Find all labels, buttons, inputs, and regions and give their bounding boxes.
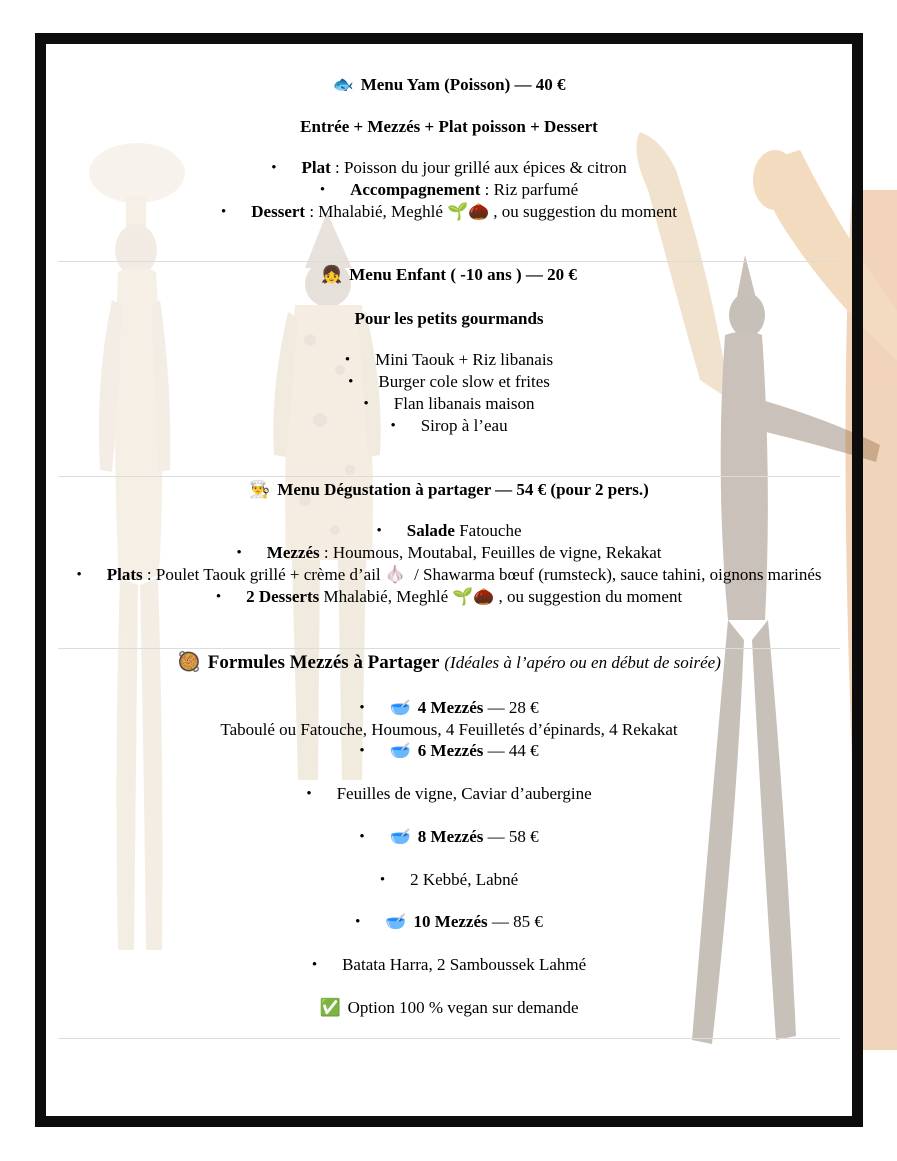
detail-text: Feuilles de vigne, Caviar d’aubergine: [336, 784, 592, 803]
bullet-icon: •: [311, 957, 318, 973]
menu-document: [46, 44, 852, 1039]
bullet-icon: •: [76, 567, 82, 583]
menu-item: [46, 586, 852, 608]
detail-text: Batata Harra, 2 Samboussek Lahmé: [342, 955, 587, 974]
dish-of-food-icon: 🥘: [177, 652, 201, 673]
bullet-icon: •: [271, 160, 277, 176]
bullet-icon: •: [359, 743, 365, 759]
item-label: 2 Desserts: [246, 587, 320, 606]
offer-price: — 44 €: [483, 741, 539, 760]
bullet-icon: •: [379, 872, 386, 888]
chef-icon: 👨‍🍳: [249, 480, 271, 499]
bullet-icon: •: [306, 786, 312, 802]
offer-price: — 58 €: [483, 827, 539, 846]
vegan-text: Option 100 % vegan sur demande: [347, 998, 579, 1017]
check-mark-icon: ✅: [319, 998, 341, 1017]
offer-line: [46, 740, 852, 762]
girl-icon: 👧: [321, 265, 343, 284]
item-label: Plats: [106, 565, 143, 584]
item-text: Mini Taouk + Riz libanais: [375, 350, 554, 369]
fish-icon: 🐟: [332, 75, 354, 94]
menu-item: [46, 157, 852, 179]
offer-detail: [46, 954, 852, 976]
seedling-chestnut-icons: 🌱🌰: [446, 202, 490, 221]
section-title-text: Menu Dégustation à partager — 54 € (pour 2 pers.): [277, 480, 649, 499]
offer-label: 10 Mezzés: [413, 912, 488, 931]
section-subtitle: [46, 116, 852, 137]
item-label: Accompagnement: [350, 180, 481, 199]
item-text: , ou suggestion du moment: [498, 587, 683, 606]
item-label: Dessert: [251, 202, 306, 221]
item-text: : Poulet Taouk grillé + crème d’ail: [142, 565, 381, 584]
item-text: Sirop à l’eau: [420, 416, 508, 435]
section-subtitle: [46, 308, 852, 329]
item-text: : Riz parfumé: [480, 180, 579, 199]
item-text: : Poisson du jour grillé aux épices & citron: [330, 158, 627, 177]
menu-item: [46, 393, 852, 415]
offer-line: [46, 911, 852, 933]
detail-text: Taboulé ou Fatouche, Houmous, 4 Feuilletés d’épinards, 4 Rekakat: [220, 720, 678, 739]
offer-line: [46, 826, 852, 848]
section-title-text: Formules Mezzés à Partager: [207, 652, 440, 673]
section-divider: [58, 1038, 840, 1039]
section-title: [46, 651, 852, 675]
section-title: [46, 74, 852, 95]
menu-item: [46, 371, 852, 393]
section-title-text: Menu Yam (Poisson) — 40 €: [360, 75, 566, 94]
bullet-icon: •: [348, 374, 354, 390]
section-formules-mezzes: [46, 651, 852, 1018]
offer-line: [46, 697, 852, 719]
section-subtitle-text: Entrée + Mezzés + Plat poisson + Dessert: [300, 117, 598, 136]
item-text: : Houmous, Moutabal, Feuilles de vigne, Rekakat: [319, 543, 662, 562]
section-menu-enfant: [46, 264, 852, 437]
item-text: : Mhalabié, Meghlé: [305, 202, 443, 221]
item-label: Mezzés: [266, 543, 320, 562]
offer-price: — 85 €: [487, 912, 543, 931]
menu-item: [46, 415, 852, 437]
bullet-icon: •: [236, 545, 242, 561]
offer-detail: [46, 869, 852, 891]
bowl-icon: 🥣: [389, 827, 411, 846]
bullet-icon: •: [359, 700, 365, 716]
item-text: / Shawarma bœuf (rumsteck), sauce tahini, oignons marinés: [409, 565, 822, 584]
item-text: , ou suggestion du moment: [493, 202, 677, 221]
bowl-icon: 🥣: [385, 912, 407, 931]
menu-item: [46, 520, 852, 542]
offer-detail: [46, 783, 852, 805]
item-label: Plat: [301, 158, 331, 177]
section-title-text: Menu Enfant ( -10 ans ) — 20 €: [349, 265, 577, 284]
section-subtitle-italic: (Idéales à l’apéro ou en début de soirée): [444, 653, 721, 672]
offer-label: 4 Mezzés: [417, 698, 484, 717]
offer-label: 6 Mezzés: [417, 741, 484, 760]
offer-label: 8 Mezzés: [417, 827, 484, 846]
offer-price: — 28 €: [483, 698, 539, 717]
bullet-icon: •: [390, 418, 396, 434]
menu-item: [46, 564, 852, 586]
item-text: Fatouche: [454, 521, 522, 540]
bullet-icon: •: [344, 352, 351, 368]
seedling-chestnut-icons: 🌱🌰: [452, 587, 495, 606]
detail-text: 2 Kebbé, Labné: [410, 870, 519, 889]
item-label: Salade: [406, 521, 455, 540]
bullet-icon: •: [359, 829, 365, 845]
menu-item: [46, 542, 852, 564]
section-menu-degustation: [46, 479, 852, 608]
bowl-icon: 🥣: [389, 698, 411, 717]
offer-detail: [46, 719, 852, 740]
bowl-icon: 🥣: [389, 741, 411, 760]
menu-item: [46, 179, 852, 201]
bullet-icon: •: [221, 204, 227, 220]
section-title: [46, 264, 852, 285]
bullet-icon: •: [319, 182, 326, 198]
section-title: [46, 479, 852, 500]
menu-item: [46, 349, 852, 371]
bullet-icon: •: [376, 523, 382, 539]
vegan-option-line: [46, 997, 852, 1018]
item-text: Flan libanais maison: [393, 394, 535, 413]
section-divider: [58, 648, 840, 649]
section-subtitle-text: Pour les petits gourmands: [354, 309, 544, 328]
section-divider: [58, 476, 840, 477]
section-divider: [58, 261, 840, 262]
item-text: Mhalabié, Meghlé: [319, 587, 449, 606]
garlic-icon: 🧄: [384, 565, 406, 584]
item-text: Burger cole slow et frites: [378, 372, 550, 391]
bullet-icon: •: [355, 914, 361, 930]
bullet-icon: •: [363, 396, 369, 412]
section-menu-yam: [46, 74, 852, 223]
bullet-icon: •: [215, 589, 222, 605]
menu-item: [46, 201, 852, 223]
